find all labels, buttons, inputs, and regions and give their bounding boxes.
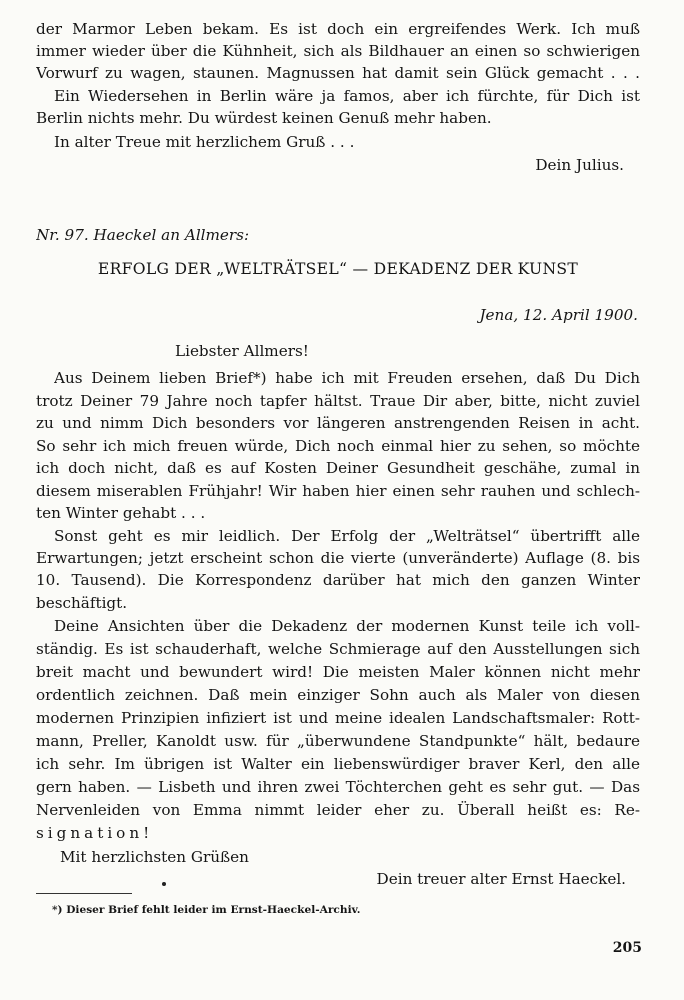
- letter-header: Nr. 97. Haeckel an Allmers:: [36, 226, 250, 244]
- text-line: Aus Deinem lieben Brief*) habe ich mit Freuden ersehen, daß Du Dich: [54, 369, 640, 387]
- page-number: 205: [612, 940, 642, 956]
- text-line: In alter Treue mit herzlichem Gruß . . .: [54, 133, 355, 151]
- ink-dot: [162, 882, 166, 886]
- text-line: Berlin nichts mehr. Du würdest keinen Genuß mehr haben.: [36, 109, 492, 127]
- text-line: immer wieder über die Kühnheit, sich als Bildhauer an einen so schwierigen: [36, 42, 640, 60]
- footnote-rule: [36, 893, 132, 894]
- text-line: der Marmor Leben bekam. Es ist doch ein ergreifendes Werk. Ich muß: [36, 20, 640, 38]
- text-line: ordentlich zeichnen. Daß mein einziger Sohn auch als Maler von diesen: [36, 686, 640, 704]
- text-line: Sonst geht es mir leidlich. Der Erfolg der „Welträtsel“ übertrifft alle: [54, 527, 640, 545]
- footnote: *) Dieser Brief fehlt leider im Ernst-Haeckel-Archiv.: [52, 904, 361, 916]
- text-line: Vorwurf zu wagen, staunen. Magnussen hat damit sein Glück gemacht . . .: [36, 64, 640, 82]
- text-line: ten Winter gehabt . . .: [36, 504, 206, 522]
- text-line: Nervenleiden von Emma nimmt leider eher zu. Überall heißt es: Re-: [36, 801, 640, 819]
- text-line: gern haben. — Lisbeth und ihren zwei Töchterchen geht es sehr gut. — Das: [36, 778, 640, 796]
- text-line: mann, Preller, Kanoldt usw. für „überwundene Standpunkte“ hält, bedaure: [36, 732, 640, 750]
- text-line: diesem miserablen Frühjahr! Wir haben hier einen sehr rauhen und schlech-: [36, 482, 640, 500]
- letter-title: ERFOLG DER „WELTRÄTSEL“ — DEKADENZ DER KUNST: [97, 260, 579, 278]
- signature: Dein treuer alter Ernst Haeckel.: [376, 870, 626, 888]
- text-line: 10. Tausend). Die Korrespondenz darüber hat mich den ganzen Winter: [36, 571, 640, 589]
- text-line: zu und nimm Dich besonders vor längeren anstrengenden Reisen in acht.: [36, 414, 640, 432]
- text-line: breit macht und bewundert wird! Die meisten Maler können nicht mehr: [36, 663, 640, 681]
- closing: Mit herzlichsten Grüßen: [60, 848, 249, 866]
- text-line: Erwartungen; jetzt erscheint schon die vierte (unveränderte) Auflage (8. bis: [36, 549, 640, 567]
- top-signature: Dein Julius.: [535, 156, 624, 174]
- text-line: ich sehr. Im übrigen ist Walter ein liebenswürdiger braver Kerl, den alle: [36, 755, 640, 773]
- text-line: ständig. Es ist schauderhaft, welche Schmierage auf den Ausstellungen sich: [36, 640, 640, 658]
- text-line: beschäftigt.: [36, 594, 128, 612]
- text-line: signation!: [36, 824, 154, 842]
- text-line: Ein Wiedersehen in Berlin wäre ja famos, aber ich fürchte, für Dich ist: [54, 87, 640, 105]
- text-line: So sehr ich mich freuen würde, Dich noch einmal hier zu sehen, so möchte: [36, 437, 640, 455]
- text-line: ich doch nicht, daß es auf Kosten Deiner Gesundheit geschähe, zumal in: [36, 459, 640, 477]
- text-line: trotz Deiner 79 Jahre noch tapfer hältst. Traue Dir aber, bitte, nicht zuviel: [36, 392, 640, 410]
- text-line: modernen Prinzipien infiziert ist und meine idealen Landschaftsmaler: Rott-: [36, 709, 640, 727]
- text-line: Deine Ansichten über die Dekadenz der modernen Kunst teile ich voll-: [54, 617, 640, 635]
- salutation: Liebster Allmers!: [175, 342, 309, 360]
- date-line: Jena, 12. April 1900.: [479, 306, 638, 324]
